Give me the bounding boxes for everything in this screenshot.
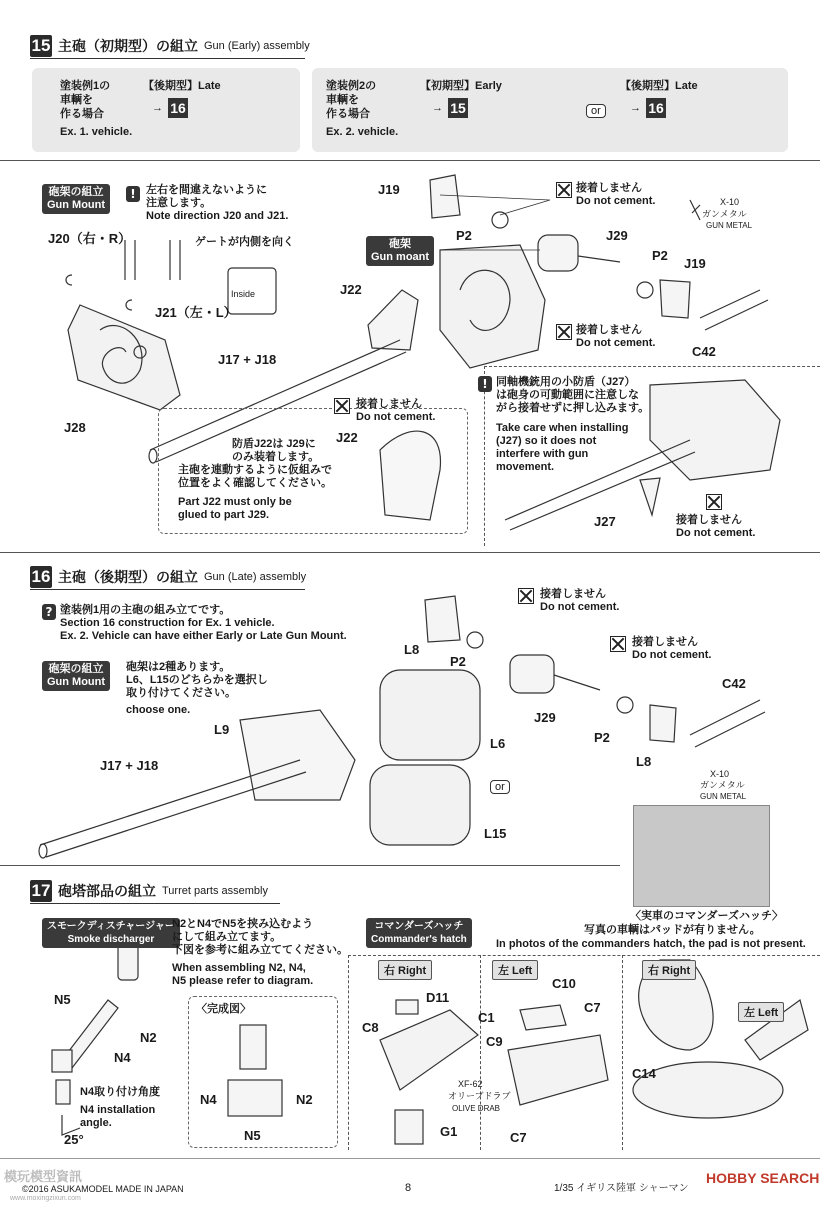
section-number: 17 [31, 881, 51, 900]
x10-label: X-10 [710, 769, 730, 779]
part-l6: L6 [490, 736, 506, 751]
dnc3-jp: 接着しません [356, 398, 422, 410]
part-c10: C10 [552, 976, 576, 991]
gunmetal-jp: ガンメタル [702, 209, 747, 219]
part-j29: J29 [606, 228, 628, 243]
or-box: or [586, 104, 606, 118]
ex2-line2: 車輌を [326, 94, 359, 106]
xf62-en: OLIVE DRAB [452, 1104, 501, 1113]
part-p2a: P2 [456, 228, 472, 243]
part-j22b: J22 [336, 430, 358, 445]
j22-note-1: 防盾J22は J29に [232, 438, 316, 450]
commander-hatch-tag: コマンダーズハッチ Commander's hatch [366, 918, 472, 948]
ex1-line2: 車輌を [60, 94, 93, 106]
smoke-note-5: N5 please refer to diagram. [172, 975, 314, 987]
xf62-code: XF-62 [458, 1079, 483, 1089]
section-title-jp: 主砲（後期型）の組立 [58, 570, 198, 586]
smoke-note-4: When assembling N2, N4, [172, 962, 306, 974]
part-c9: C9 [486, 1034, 503, 1049]
note-dir-3: Note direction J20 and J21. [146, 210, 289, 222]
note-dir-2: 注意します。 [146, 197, 212, 209]
part-j17-j18: J17 + J18 [100, 758, 159, 773]
part-n2b: N2 [296, 1092, 313, 1107]
choose-4: choose one. [126, 704, 191, 716]
part-c1: C1 [478, 1010, 495, 1025]
ex2-late: 【後期型】Late [620, 80, 698, 92]
part-j21: J21（左・L） [155, 305, 237, 320]
dnc1-jp: 接着しません [576, 182, 642, 194]
no-cement-icon [556, 182, 572, 198]
section-title-jp: 主砲（初期型）の組立 [58, 39, 198, 55]
choose-1: 砲架は2種あります。 [126, 661, 231, 673]
photo-caption-2: 写真の車輌はパッドが有りません。 [584, 924, 761, 936]
part-l15: L15 [484, 826, 507, 841]
ex2-line3: 作る場合 [326, 108, 370, 120]
smoke-note-3: 下図を参考に組み立ててください。 [172, 944, 348, 956]
info-icon: ? [42, 604, 56, 620]
page-number: 8 [405, 1182, 412, 1194]
s16-note-1: 塗装例1用の主砲の組み立てです。 [60, 604, 231, 616]
section-title-en: Gun (Early) assembly [204, 40, 310, 52]
choose-3: 取り付けてください。 [126, 687, 236, 699]
ex1-en: Ex. 1. vehicle. [60, 126, 133, 138]
part-c42: C42 [692, 344, 716, 359]
section-number: 16 [31, 567, 51, 586]
ex2-box [312, 68, 788, 152]
gate-note: ゲートが内側を向く [195, 236, 294, 248]
angle-1: N4取り付け角度 [80, 1086, 161, 1098]
j27-note-2: は砲身の可動範囲に注意しな [496, 389, 639, 401]
x10-label: X-10 [720, 197, 740, 207]
part-n5a: N5 [54, 992, 71, 1007]
xf62-jp: オリーブドラブ [448, 1091, 511, 1101]
j22-note-4: 位置をよく確認してください。 [178, 477, 332, 489]
dnc3-en: Do not cement. [356, 411, 436, 423]
gun-mount-plate-main [440, 245, 545, 368]
ref-16: 16 [168, 98, 188, 118]
part-c42: C42 [722, 676, 746, 691]
warning-icon: ! [126, 186, 140, 202]
section-title-en: Gun (Late) assembly [204, 571, 307, 583]
gunmetal-en: GUN METAL [700, 792, 747, 801]
section-number: 15 [31, 36, 51, 55]
or-box: or [490, 780, 510, 794]
j27-note-1: 同軸機銃用の小防盾（J27） [496, 376, 636, 388]
j22-note-3: 主砲を連動するように仮組みで [178, 464, 332, 476]
j27-note-4: Take care when installing [496, 422, 629, 434]
smoke-note-1: N2とN4でN5を挟み込むよう [172, 918, 314, 930]
dnc1-en: Do not cement. [576, 195, 656, 207]
s16-dnc1-jp: 接着しません [540, 588, 606, 600]
part-j17-j18: J17 + J18 [218, 352, 277, 367]
part-c7a: C7 [584, 1000, 601, 1015]
ref-16b: 16 [646, 98, 666, 118]
j22-note-6: glued to part J29. [178, 509, 270, 521]
no-cement-icon [334, 398, 350, 414]
part-n2a: N2 [140, 1030, 157, 1045]
s16-note-2: Section 16 construction for Ex. 1 vehicle. [60, 617, 275, 629]
part-l8a: L8 [404, 642, 420, 657]
gun-mount-tag: 砲架の組立 Gun Mount [42, 184, 110, 214]
dnc2-en: Do not cement. [576, 337, 656, 349]
part-c7b: C7 [510, 1130, 527, 1145]
part-p2b: P2 [652, 248, 668, 263]
part-n4b: N4 [200, 1092, 217, 1107]
dnc4-en: Do not cement. [676, 527, 756, 539]
s16-dnc1-en: Do not cement. [540, 601, 620, 613]
part-j19a: J19 [378, 182, 400, 197]
gunmetal-jp: ガンメタル [700, 780, 745, 790]
s16-dnc2-en: Do not cement. [632, 649, 712, 661]
smoke-discharger-tag: スモークディスチャージャー Smoke discharger [42, 918, 180, 948]
section-16-header [30, 566, 306, 588]
ex1-late: 【後期型】Late [143, 80, 221, 92]
gun-mount-tag: 砲架の組立 Gun Mount [42, 661, 110, 691]
ex2-line1: 塗装例2の [326, 80, 377, 92]
complete-diagram-box [188, 996, 338, 1148]
no-cement-icon [556, 324, 572, 340]
section-title-jp: 砲塔部品の組立 [58, 884, 156, 900]
part-p2a: P2 [450, 654, 466, 669]
ex1-line1: 塗装例1の [60, 80, 111, 92]
j27-note-5: (J27) so it does not [496, 435, 597, 447]
j27-note-6: interfere with gun [496, 448, 589, 460]
dnc4-jp: 接着しません [676, 514, 742, 526]
dnc2-jp: 接着しません [576, 324, 642, 336]
ex1-line3: 作る場合 [60, 108, 104, 120]
j22-note-5: Part J22 must only be [178, 496, 292, 508]
part-p2b: P2 [594, 730, 610, 745]
watermark-url: www.moxingzixun.com [10, 1195, 81, 1202]
right-label: 右 Right [642, 960, 696, 980]
right-label: 右 Right [378, 960, 432, 980]
warning-icon: ! [478, 376, 492, 392]
copyright: ©2016 ASUKAMODEL MADE IN JAPAN [22, 1184, 184, 1194]
section-17-header [30, 880, 268, 902]
gun-moant-tag: 砲架 Gun moant [366, 236, 434, 266]
j22-note-2: のみ装着します。 [232, 451, 320, 463]
section-title-en: Turret parts assembly [162, 885, 268, 897]
part-d11: D11 [426, 990, 450, 1005]
part-c8: C8 [362, 1020, 379, 1035]
smoke-note-2: にして組み立てます。 [172, 931, 282, 943]
part-l8b: L8 [636, 754, 652, 769]
note-dir-1: 左右を間違えないように [146, 184, 267, 196]
photo-caption-1: 〈実車のコマンダーズハッチ〉 [630, 910, 784, 922]
j27-note-3: がら接着せずに押し込みます。 [496, 402, 650, 414]
brand-logo: HOBBY SEARCH [706, 1170, 820, 1186]
part-j29: J29 [534, 710, 556, 725]
ref-15: 15 [448, 98, 468, 118]
ex2-en: Ex. 2. vehicle. [326, 126, 399, 138]
no-cement-icon [706, 494, 722, 510]
ex2-early: 【初期型】Early [420, 80, 502, 92]
s16-dnc2-jp: 接着しません [632, 636, 698, 648]
part-c14: C14 [632, 1066, 656, 1081]
part-j22: J22 [340, 282, 362, 297]
part-j27: J27 [594, 514, 616, 529]
photo-caption-3: In photos of the commanders hatch, the pad is not present. [496, 938, 806, 950]
choose-2: L6、L15のどちらかを選択し [126, 674, 268, 686]
gunmetal-en: GUN METAL [706, 221, 753, 230]
s16-note-3: Ex. 2. Vehicle can have either Early or Late Gun Mount. [60, 630, 347, 642]
part-n5b: N5 [244, 1128, 261, 1143]
part-j20: J20（右・R） [48, 231, 132, 246]
part-g1: G1 [440, 1124, 458, 1139]
j27-note-7: movement. [496, 461, 555, 473]
part-n4a: N4 [114, 1050, 131, 1065]
inside-label: Inside [231, 289, 256, 299]
no-cement-icon [518, 588, 534, 604]
part-l9: L9 [214, 722, 230, 737]
commander-hatch-photo [633, 805, 770, 907]
left-label: 左 Left [492, 960, 538, 980]
complete-label: 〈完成図〉 [196, 1003, 251, 1015]
no-cement-icon [610, 636, 626, 652]
watermark: 模玩模型資訊 [4, 1169, 83, 1184]
angle-3: angle. [80, 1117, 112, 1129]
left-label: 左 Left [738, 1002, 784, 1022]
section-15-header [30, 35, 310, 57]
part-j28: J28 [64, 420, 86, 435]
angle-deg: 25° [64, 1132, 84, 1147]
product-name: 1/35 イギリス陸軍 シャーマン [554, 1183, 689, 1194]
part-j19b: J19 [684, 256, 706, 271]
angle-2: N4 installation [80, 1104, 156, 1116]
